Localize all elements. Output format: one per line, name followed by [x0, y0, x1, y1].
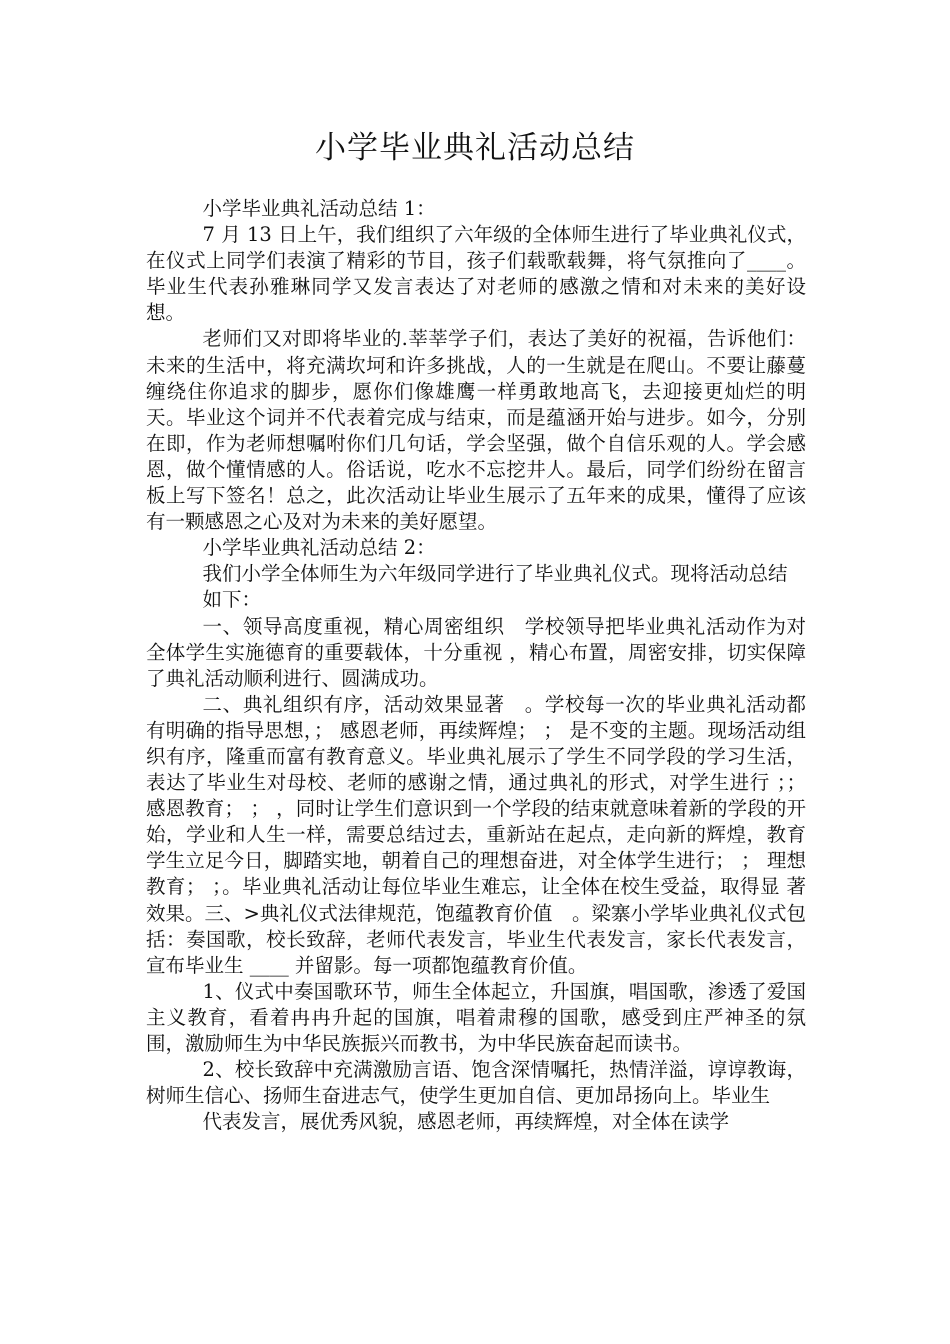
paragraph: 二、典礼组织有序，活动效果显著 。学校每一次的毕业典礼活动都有明确的指导思想，； 感恩老师，再续辉煌； ； 是不变的主题。现场活动组织有序，隆重而富有教育意义。毕业典礼展示了学生不同学段的学习生活，表达了毕业生对母校、老师的感谢之情，通过典礼的形式，对学生进行 ；； 感恩教育； ； ，同时让学生们意识到一个学段的结束就意味着新的学段的开始，学业和人生一样，需要总结过去，重新站在起点，走向新的辉煌，教育学生立足今日，脚踏实地，朝着自己的理想奋进，对全体学生进行； ； 理想教育； ；。毕业典礼活动让每位毕业生难忘，让全体在校生受益，取得显 著效果。三、>典礼仪式法律规范，饱蕴教育价值 。梁寨小学毕业典礼仪式包括：奏国歌，校长致辞，老师代表发言，毕业生代表发言，家长代表发言，宣布毕业生 ____ 并留影。每一项都饱蕴教育价值。: [146, 692, 806, 977]
paragraph: 我们小学全体师生为六年级同学进行了毕业典礼仪式。现将活动总结: [202, 562, 788, 586]
paragraph: 老师们又对即将毕业的.莘莘学子们，表达了美好的祝福，告诉他们：未来的生活中，将充满坎坷和许多挑战，人的一生就是在爬山。不要让藤蔓缠绕住你追求的脚步，愿你们像雄鹰一样勇敢地高飞，去迎接更灿烂的明天。毕业这个词并不代表着完成与结束，而是蕴涵开始与进步。如今，分别在即，作为老师想嘱咐你们几句话，学会坚强，做个自信乐观的人。学会感恩，做个懂情感的人。俗话说，吃水不忘挖井人。最后，同学们纷纷在留言板上写下签名！总之，此次活动让毕业生展示了五年来的成果，懂得了应该有一颗感恩之心及对为未来的美好愿望。: [146, 327, 806, 534]
document-body: [146, 196, 806, 1135]
section-heading-1: 小学毕业典礼活动总结 1：: [202, 197, 436, 220]
paragraph: 一、领导高度重视，精心周密组织 学校领导把毕业典礼活动作为对全体学生实施德育的重要载体，十分重视 ，精心布置，周密安排，切实保障了典礼活动顺利进行、圆满成功。: [146, 614, 806, 690]
paragraph: 如下：: [202, 588, 262, 612]
paragraph: 2、校长致辞中充满激励言语、饱含深情嘱托，热情洋溢，谆谆教诲，树师生信心、扬师生奋进志气，使学生更加自信、更加昂扬向上。毕业生: [146, 1058, 806, 1108]
paragraph: 7 月 13 日上午，我们组织了六年级的全体师生进行了毕业典礼仪式，在仪式上同学们表演了精彩的节目，孩子们载歌载舞，将气氛推向了____。毕业生代表孙雅琳同学又发言表达了对老师的感激之情和对未来的美好设想。: [146, 223, 806, 325]
section-heading-2: 小学毕业典礼活动总结 2：: [202, 536, 436, 560]
paragraph: 代表发言，展优秀风貌，感恩老师，再续辉煌，对全体在读学: [202, 1110, 730, 1134]
paragraph: 1、仪式中奏国歌环节，师生全体起立，升国旗，唱国歌，渗透了爱国主义教育，看着冉冉升起的国旗，唱着肃穆的国歌，感受到庄严神圣的氛围，激励师生为中华民族振兴而教书，为中华民族奋起而读书。: [146, 979, 806, 1055]
document-title: 小学毕业典礼活动总结: [315, 130, 635, 166]
